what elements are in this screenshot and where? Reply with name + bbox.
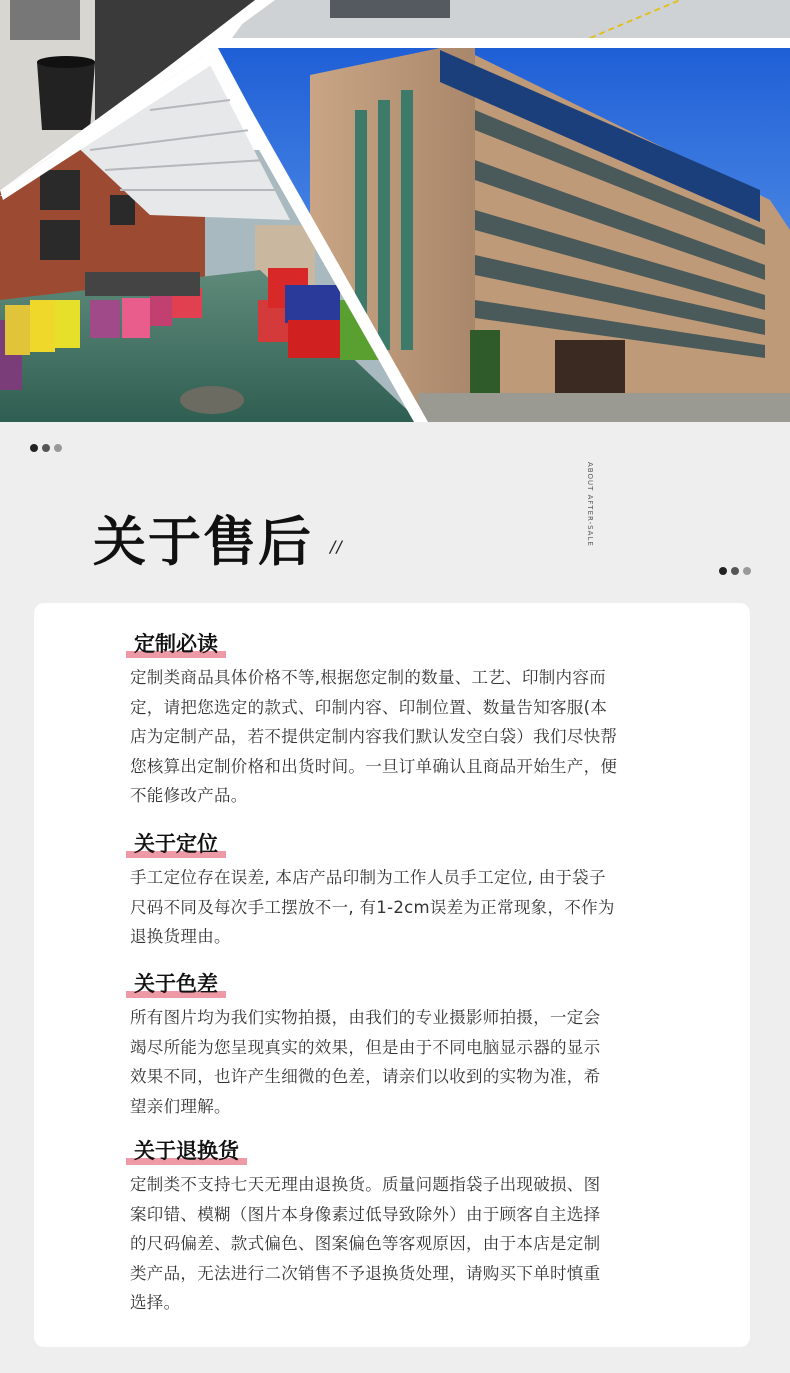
section-title: 定制必读: [130, 629, 222, 659]
section-color-difference: [130, 969, 690, 1121]
section-body: 定制类不支持七天无理由退换货。质量问题指袋子出现破损、图 案印错、模糊（图片本身像素过低导致除外）由于顾客自主选择 的尺码偏差、款式偏色、图案偏色等客观原因，由于本店是定制 类产品，无法进行二次销售不予退换货处理，请购买下单时慎重 选择。: [130, 1175, 601, 1313]
section-title: 关于色差: [130, 969, 222, 999]
section-body: 所有图片均为我们实物拍摄，由我们的专业摄影师拍摄，一定会 竭尽所能为您呈现真实的效果，但是由于不同电脑显示器的显示 效果不同，也许产生细微的色差，请亲们以收到的实物为准，希 望亲们理解。: [130, 1008, 601, 1116]
photo-collage: [0, 0, 790, 422]
decorative-dots-right: [719, 567, 751, 575]
section-title: 关于退换货: [130, 1136, 243, 1166]
content-card: [34, 603, 750, 1347]
section-returns: [130, 1136, 690, 1318]
title-mark: //: [330, 537, 343, 556]
dot-icon: [743, 567, 751, 575]
section-custom-notice: [130, 629, 690, 811]
section-body: 手工定位存在误差, 本店产品印制为工作人员手工定位, 由于袋子 尺码不同及每次手工摆放不一, 有1-2cm误差为正常现象，不作为 退换货理由。: [130, 868, 615, 947]
section-body: 定制类商品具体价格不等,根据您定制的数量、工艺、印制内容而 定，请把您选定的款式、印制内容、印制位置、数量告知客服(本 店为定制产品，若不提供定制内容我们默认发空白袋）我们尽快帮 您核算出定制价格和出货时间。一旦订单确认且商品开始生产，便 不能修改产品。: [130, 668, 618, 806]
section-positioning: [130, 829, 690, 952]
section-title: 关于定位: [130, 829, 222, 859]
after-sale-panel: [0, 422, 790, 1373]
dot-icon: [42, 444, 50, 452]
dot-icon: [731, 567, 739, 575]
decorative-dots-left: [30, 444, 62, 452]
dot-icon: [54, 444, 62, 452]
collage-graphic: [0, 0, 790, 422]
page-title: 关于售后: [93, 512, 313, 573]
about-after-sale-vertical-label: ABOUT AFTER-SALE: [586, 462, 594, 547]
warehouse-strip-photo: [230, 0, 790, 38]
dot-icon: [719, 567, 727, 575]
dot-icon: [30, 444, 38, 452]
